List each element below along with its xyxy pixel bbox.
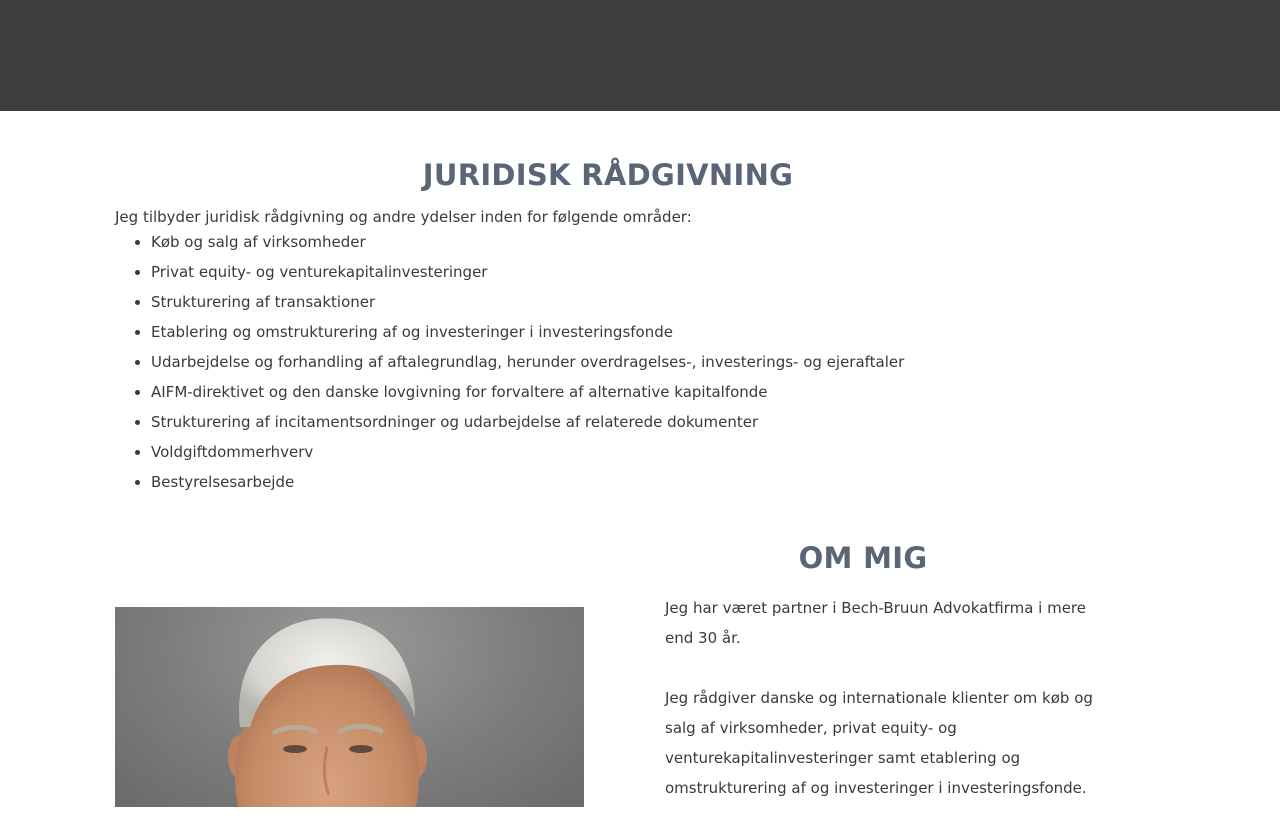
list-item: • Strukturering af incitamentsordninger og udarbejdelse af relaterede dokumenter — [151, 407, 1165, 437]
legal-advice-title: JURIDISK RÅDGIVNING — [422, 158, 794, 192]
list-item: • Køb og salg af virksomheder — [151, 227, 1165, 257]
about-title: OM MIG — [798, 541, 928, 575]
list-item: • Strukturering af transaktioner — [151, 287, 1165, 317]
portrait-photo — [115, 607, 584, 807]
about-text-column — [665, 533, 1105, 833]
top-header-bar — [0, 0, 1280, 111]
list-item: • Etablering og omstrukturering af og investeringer i investeringsfonde — [151, 317, 1165, 347]
list-item: • Udarbejdelse og forhandling af aftalegrundlag, herunder overdragelses-, investerings- og ejeraftaler — [151, 347, 1165, 377]
about-paragraph: Jeg har været partner i Bech-Bruun Advokatfirma i mere end 30 år. — [665, 599, 1086, 647]
list-item: • Bestyrelsesarbejde — [151, 467, 1165, 497]
list-item: • Privat equity- og venturekapitalinvesteringer — [151, 257, 1165, 287]
portrait-illustration — [115, 607, 584, 807]
services-list — [115, 227, 1165, 497]
about-section — [115, 533, 1165, 800]
legal-advice-section — [115, 150, 1165, 497]
list-item: • AIFM-direktivet og den danske lovgivning for forvaltere af alternative kapitalfonde — [151, 377, 1165, 407]
about-body — [665, 593, 1105, 803]
legal-advice-intro: Jeg tilbyder juridisk rådgivning og andre ydelser inden for følgende områder: — [115, 208, 692, 226]
list-item: • Voldgiftdommerhverv — [151, 437, 1165, 467]
about-paragraph: Jeg rådgiver danske og internationale klienter om køb og salg af virksomheder, privat equity- og venturekapitalinvesteringer samt etablering og omstrukturering af og investeringer i investeringsfonde. — [665, 689, 1093, 797]
